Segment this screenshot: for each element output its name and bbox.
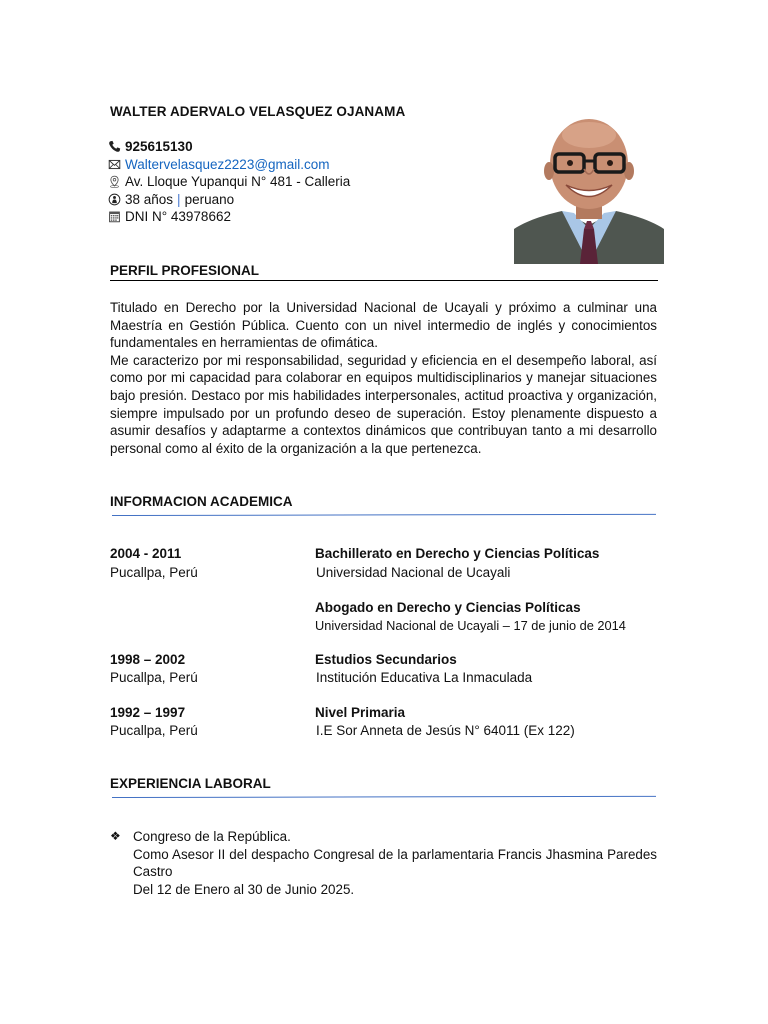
calendar-icon [106, 210, 122, 224]
academic-degree-3: Estudios Secundarios [315, 652, 457, 667]
academic-years-4: 1992 – 1997 [110, 705, 186, 720]
academic-divider [112, 514, 656, 516]
email-link[interactable]: Waltervelasquez2223@gmail.com [125, 157, 330, 172]
dni-number: DNI N° 43978662 [125, 209, 231, 224]
profile-photo [514, 117, 664, 264]
experience-section-title: EXPERIENCIA LABORAL [110, 776, 271, 791]
profile-section-title: PERFIL PROFESIONAL [110, 263, 260, 278]
academic-institution-1: Universidad Nacional de Ucayali [316, 565, 511, 580]
profile-paragraph-2: Me caracterizo por mi responsabilidad, seguridad y eficiencia en el desempeño laboral, así como por mi capacidad para colaborar en equipos multidisciplinarios y manejar situaciones bajo presión. Destaco por mis habilidades interpersonales, actitud proactiva y organización, siempre impulsado por un profundo deseo de superación. Estoy plenamente dispuesto a asumir desafíos y adaptarme a contextos dinámicos que contribuyan tanto a mi desarrollo personal como al éxito de la organización a la que pertenezca. [110, 352, 657, 456]
profile-paragraph-1: Titulado en Derecho por la Universidad Nacional de Ucayali y próximo a culminar una Maestría en Gestión Pública. Cuento con un nivel intermedio de inglés y conocimientos fundamentales en herramientas de ofimática. [110, 300, 657, 351]
experience-role: Como Asesor II del despacho Congresal de la parlamentaria Francis Jhasmina Paredes Castro [133, 846, 657, 880]
academic-institution-2: Universidad Nacional de Ucayali – 17 de junio de 2014 [315, 618, 626, 633]
profile-text [110, 299, 657, 457]
nationality: peruano [184, 192, 235, 207]
age: 38 años [125, 192, 174, 207]
email-row[interactable] [106, 157, 330, 172]
academic-location-4: Pucallpa, Perú [110, 723, 198, 738]
candidate-name: WALTER ADERVALO VELASQUEZ OJANAMA [110, 104, 406, 119]
academic-location-1: Pucallpa, Perú [110, 565, 198, 580]
experience-divider [112, 796, 656, 798]
phone-row [106, 139, 193, 154]
profile-divider [110, 280, 658, 281]
age-row [106, 192, 234, 207]
academic-location-3: Pucallpa, Perú [110, 670, 198, 685]
academic-years-1: 2004 - 2011 [110, 546, 182, 561]
experience-organization: Congreso de la República. [133, 829, 291, 844]
envelope-icon [106, 158, 122, 172]
experience-item [110, 828, 657, 898]
academic-years-3: 1998 – 2002 [110, 652, 186, 667]
academic-institution-4: I.E Sor Anneta de Jesús N° 64011 (Ex 122) [316, 723, 575, 738]
academic-section-title: INFORMACION ACADEMICA [110, 494, 293, 509]
location-pin-icon [106, 175, 122, 189]
experience-period: Del 12 de Enero al 30 de Junio 2025. [133, 881, 355, 897]
dni-row [106, 209, 231, 224]
academic-degree-2: Abogado en Derecho y Ciencias Políticas [315, 600, 581, 615]
phone-number: 925615130 [125, 139, 193, 154]
phone-icon [106, 140, 122, 154]
diamond-bullet-icon: ❖ [110, 829, 121, 843]
academic-degree-1: Bachillerato en Derecho y Ciencias Políticas [315, 546, 600, 561]
person-icon [106, 193, 122, 207]
academic-institution-3: Institución Educativa La Inmaculada [316, 670, 533, 685]
address-row [106, 174, 350, 189]
age-separator: | [177, 192, 181, 207]
address: Av. Lloque Yupanqui N° 481 - Calleria [125, 174, 351, 189]
academic-degree-4: Nivel Primaria [315, 705, 406, 720]
